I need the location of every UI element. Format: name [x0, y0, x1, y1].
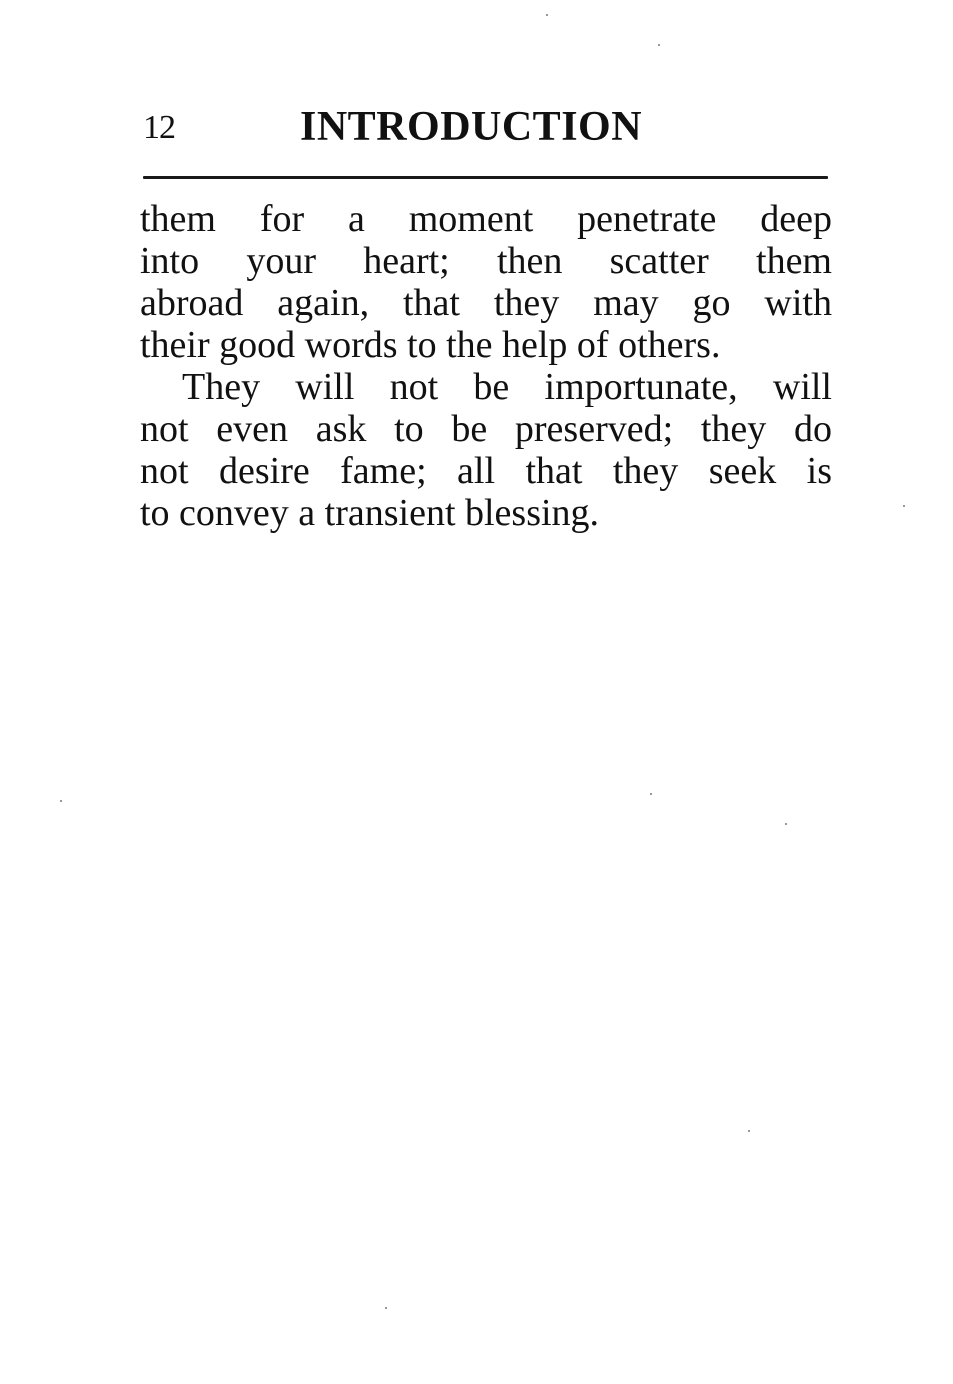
scan-speck: [546, 14, 548, 16]
text-line: They will not be importunate, will: [182, 366, 832, 408]
scan-speck: [385, 1307, 387, 1309]
text-line: into your heart; then scatter them: [140, 240, 832, 282]
scan-speck: [903, 505, 905, 507]
scan-speck: [785, 823, 787, 825]
text-line: abroad again, that they may go with: [140, 282, 832, 324]
body-text: [140, 198, 832, 534]
header-rule: [143, 176, 828, 179]
text-line: not desire fame; all that they seek is: [140, 450, 832, 492]
scan-speck: [60, 800, 62, 802]
running-title: INTRODUCTION: [300, 104, 643, 150]
text-line: to convey a transient blessing.: [140, 492, 600, 534]
scan-speck: [748, 1130, 750, 1132]
scan-speck: [650, 793, 652, 795]
text-line: their good words to the help of others.: [140, 324, 721, 366]
running-head: [140, 103, 832, 155]
text-line: not even ask to be preserved; they do: [140, 408, 832, 450]
page-number: 12: [143, 109, 175, 146]
text-line: them for a moment penetrate deep: [140, 198, 832, 240]
scan-speck: [658, 44, 660, 46]
